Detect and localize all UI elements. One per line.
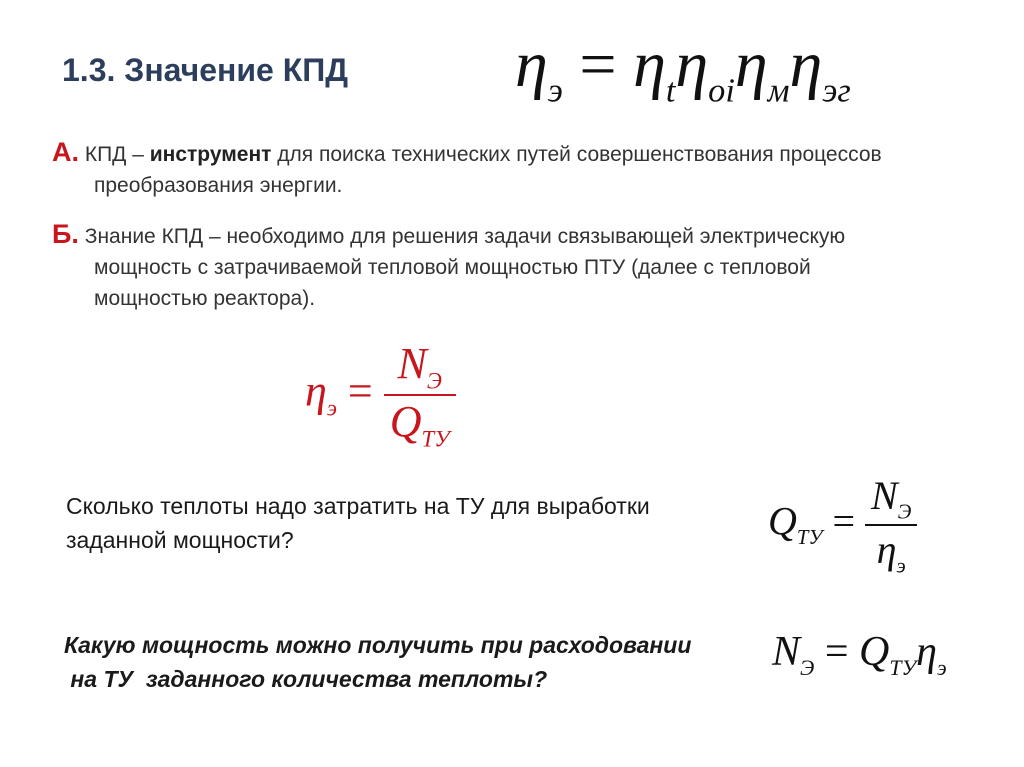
numerator <box>384 338 456 394</box>
heat-equation <box>768 472 917 579</box>
question-power-line2: на ТУ заданного количества теплоты? <box>64 666 548 692</box>
paragraph-a-line2: преобразования энергии. <box>94 174 343 197</box>
subscript-oi: oi <box>708 71 735 110</box>
eta-symbol: η <box>789 28 823 101</box>
subscript-e: э <box>896 554 906 578</box>
eta-symbol: η <box>876 527 897 573</box>
eta-symbol: η <box>916 629 938 675</box>
eta-symbol: η <box>633 28 666 101</box>
subscript-electric: Э <box>800 655 815 680</box>
paragraph-a-bold-word: инструмент <box>149 143 272 166</box>
paragraph-a <box>52 137 982 201</box>
question-power-line1: Какую мощность можно получить при расходовании <box>64 632 692 658</box>
eta-symbol: η <box>515 28 548 101</box>
equals-sign: = <box>824 629 849 675</box>
heat-symbol: Q <box>768 498 797 544</box>
equals-sign: = <box>579 28 617 101</box>
question-power <box>64 628 764 696</box>
power-symbol: N <box>397 339 427 388</box>
fraction <box>384 338 456 453</box>
subscript-e: э <box>326 395 337 421</box>
fraction <box>865 472 917 579</box>
marker-b: Б. <box>52 219 79 249</box>
subscript-electric: Э <box>426 368 442 394</box>
equals-sign: = <box>832 498 856 544</box>
page-title: 1.3. Значение КПД <box>62 52 349 88</box>
paragraph-b <box>52 219 982 314</box>
marker-a: А. <box>52 137 79 167</box>
power-symbol: N <box>871 473 898 518</box>
heat-symbol: Q <box>859 629 890 675</box>
eta-symbol: η <box>734 28 768 101</box>
paragraph-a-text-after: для поиска технических путей совершенствования процессов <box>271 143 882 166</box>
subscript-ty: ТУ <box>796 525 823 549</box>
subscript-e: э <box>547 71 563 110</box>
denominator <box>865 524 917 578</box>
paragraph-a-text-before: КПД – <box>84 143 150 166</box>
question-heat-line1: Сколько теплоты надо затратить на ТУ для выработки <box>66 493 650 519</box>
subscript-t: t <box>665 71 676 110</box>
efficiency-ratio-equation <box>305 338 456 453</box>
subscript-e: э <box>937 655 947 680</box>
subscript-m: м <box>767 71 790 110</box>
question-heat <box>66 489 756 557</box>
denominator <box>384 394 456 452</box>
equals-sign: = <box>347 366 373 416</box>
efficiency-chain-equation <box>515 28 851 110</box>
question-heat-line2: заданной мощности? <box>66 527 294 553</box>
paragraph-b-line1: Знание КПД – необходимо для решения задачи связывающей электрическую <box>84 225 846 248</box>
paragraph-b-line2: мощность с затрачиваемой тепловой мощностью ПТУ (далее с тепловой <box>94 256 811 279</box>
eta-symbol: η <box>675 28 709 101</box>
power-equation <box>772 628 947 681</box>
numerator <box>865 472 917 524</box>
paragraph-b-line3: мощностью реактора). <box>94 287 316 310</box>
subscript-ty: ТУ <box>421 426 450 452</box>
heat-symbol: Q <box>389 397 422 447</box>
subscript-electric: Э <box>897 500 912 524</box>
subscript-ty: ТУ <box>889 655 917 680</box>
power-symbol: N <box>772 629 801 675</box>
eta-symbol: η <box>305 366 327 416</box>
subscript-eg: эг <box>822 71 851 110</box>
